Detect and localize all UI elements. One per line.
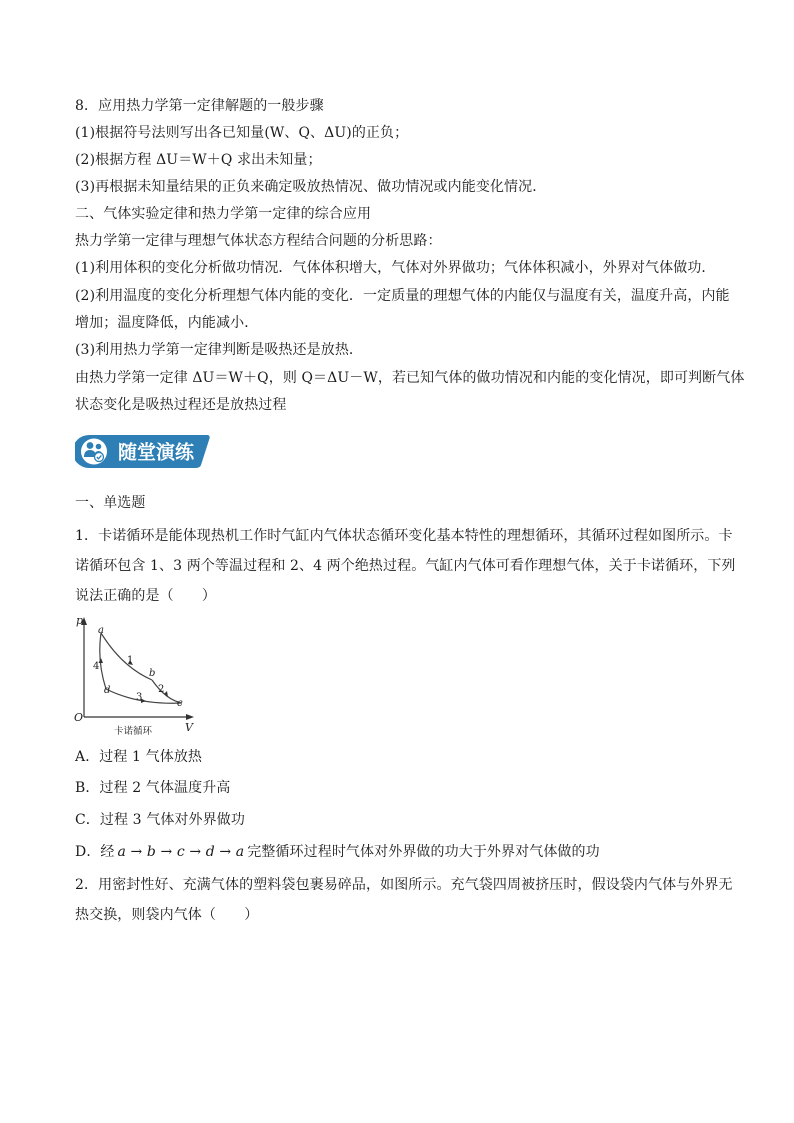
origin-label: O — [74, 711, 84, 724]
section-2-point-2-line-1: (2)利用温度的变化分析理想气体内能的变化．一定质量的理想气体的内能仅与温度有关，温度升高，内能 — [75, 288, 730, 304]
process-3-label: 3 — [136, 692, 143, 703]
point-c-label: c — [177, 698, 183, 709]
point-b-label: b — [149, 668, 156, 679]
section-2-point-4-line-2: 状态变化是吸热过程还是放热过程 — [75, 397, 287, 413]
v-axis-label: V — [185, 721, 193, 734]
section-2-point-3: (3)利用热力学第一定律判断是吸热还是放热． — [75, 342, 364, 358]
question-2-line-1: 2．用密封性好、充满气体的塑料袋包裹易碎品，如图所示。充气袋四周被挤压时，假设袋内气体与外界无 — [75, 877, 733, 893]
section-8-step-1: (1)根据符号法则写出各已知量(W、Q、ΔU)的正负； — [75, 125, 409, 141]
option-d-prefix: D．经 — [75, 844, 115, 860]
section-2-intro: 热力学第一定律与理想气体状态方程结合问题的分析思路： — [75, 233, 442, 249]
option-d — [75, 843, 600, 861]
question-1-line-1: 1．卡诺循环是能体现热机工作时气缸内气体状态循环变化基本特性的理想循环，其循环过程如图所示。卡 — [75, 528, 733, 544]
exercise-section-title: 一、单选题 — [75, 495, 146, 511]
section-8-step-3: (3)再根据未知量结果的正负来确定吸放热情况、做功情况或内能变化情况． — [75, 179, 547, 195]
section-8-title: 8．应用热力学第一定律解题的一般步骤 — [75, 98, 324, 114]
p-axis-label: p — [76, 614, 84, 627]
section-2-point-4-line-1: 由热力学第一定律 ΔU＝W＋Q，则 Q＝ΔU－W，若已知气体的做功情况和内能的变化情况，即可判断气体 — [75, 370, 745, 386]
question-2-line-2: 热交换，则袋内气体（ ） — [75, 907, 259, 923]
section-2-point-1: (1)利用体积的变化分析做功情况．气体体积增大，气体对外界做功；气体体积减小，外界对气体做功． — [75, 260, 716, 276]
point-a-label: a — [98, 625, 104, 636]
process-2-label: 2 — [158, 684, 165, 695]
carnot-cycle-figure — [70, 613, 200, 738]
section-2-point-2-line-2: 增加；温度降低，内能减小． — [75, 315, 259, 331]
option-b: B．过程 2 气体温度升高 — [75, 780, 231, 796]
figure-caption: 卡诺循环 — [114, 726, 153, 737]
process-1-label: 1 — [127, 655, 134, 666]
section-2-title: 二、气体实验定律和热力学第一定律的综合应用 — [75, 206, 372, 222]
section-8-step-2: (2)根据方程 ΔU＝W＋Q 求出未知量； — [75, 152, 322, 168]
practice-section-badge — [75, 432, 213, 470]
process-4-label: 4 — [93, 661, 100, 672]
option-c: C．过程 3 气体对外界做功 — [75, 812, 245, 828]
option-a: A．过程 1 气体放热 — [75, 749, 203, 765]
option-d-cycle: a → b → c → d → a — [117, 844, 245, 860]
badge-label: 随堂演练 — [118, 441, 195, 464]
point-d-label: d — [104, 685, 111, 696]
question-1-line-2: 诺循环包含 1、3 两个等温过程和 2、4 两个绝热过程。气缸内气体可看作理想气体，关于卡诺循环，下列 — [75, 558, 736, 574]
option-d-suffix: 完整循环过程时气体对外界做的功大于外界对气体做的功 — [247, 844, 600, 860]
question-1-line-3: 说法正确的是（ ） — [75, 588, 216, 604]
